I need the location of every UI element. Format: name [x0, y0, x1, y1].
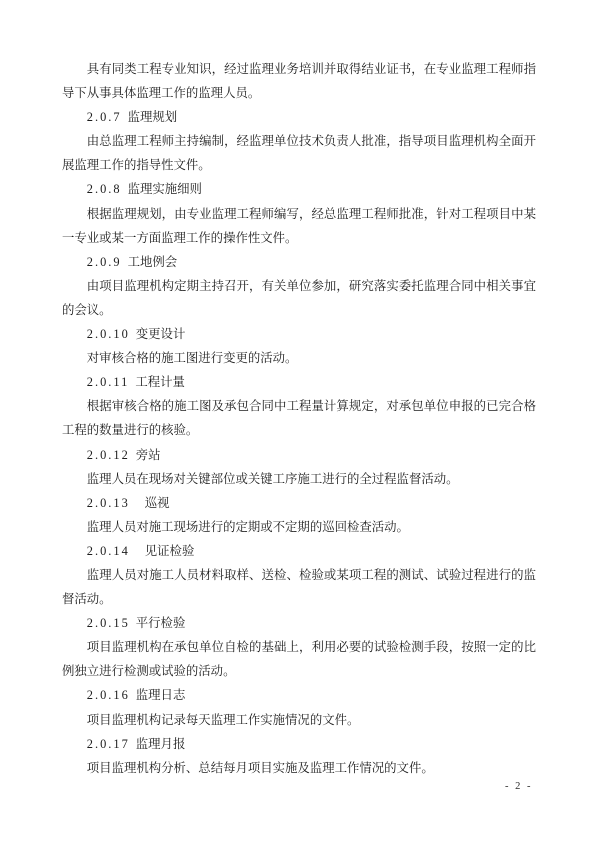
text-block	[62, 57, 536, 780]
entry-term: 监理实施细则	[127, 182, 202, 197]
entry-heading-2-0-9	[62, 250, 536, 274]
entry-definition: 根据审核合格的施工图及承包合同中工程量计算规定，对承包单位申报的已完合格工程的数量进行的核验。	[62, 399, 536, 438]
entry-definition: 项目监理机构记录每天监理工作实施情况的文件。	[86, 712, 360, 727]
entry-definition: 监理人员对施工现场进行的定期或不定期的巡回检查活动。	[86, 519, 409, 534]
entry-term: 平行检验	[135, 616, 186, 631]
entry-number: 2.0.10	[86, 327, 130, 342]
entry-definition: 监理人员在现场对关键部位或关键工序施工进行的全过程监督活动。	[86, 471, 459, 486]
entry-term: 变更设计	[135, 327, 186, 342]
entry-definition: 由项目监理机构定期主持召开，有关单位参加，研究落实委托监理合同中相关事宜的会议。	[62, 278, 536, 317]
entry-heading-2-0-15	[62, 611, 536, 635]
entry-term: 监理规划	[127, 110, 178, 125]
entry-term: 监理月报	[135, 736, 186, 751]
entry-term: 旁站	[135, 447, 161, 462]
entry-number: 2.0.14	[86, 543, 130, 558]
entry-definition: 项目监理机构分析、总结每月项目实施及监理工作情况的文件。	[86, 760, 434, 775]
entry-definition: 根据监理规划，由专业监理工程师编写，经总监理工程师批准，针对工程项目中某一专业或某一方面监理工作的操作性文件。	[62, 206, 536, 245]
entry-definition: 项目监理机构在承包单位自检的基础上，利用必要的试验检测手段，按照一定的比例独立进行检测或试验的活动。	[62, 640, 536, 679]
entry-number: 2.0.13	[86, 495, 130, 510]
entry-heading-2-0-13	[62, 491, 536, 515]
page-number: - 2 -	[505, 781, 533, 792]
entry-heading-2-0-10	[62, 322, 536, 346]
entry-term: 工程计量	[135, 375, 185, 390]
intro-paragraph: 具有同类工程专业知识，经过监理业务培训并取得结业证书，在专业监理工程师指导下从事具体监理工作的监理人员。	[62, 62, 536, 101]
entry-number: 2.0.15	[86, 616, 130, 631]
entry-definition: 监理人员对施工人员材料取样、送检、检验或某项工程的测试、试验过程进行的监督活动。	[62, 567, 536, 607]
entry-heading-2-0-17	[62, 732, 536, 756]
entry-heading-2-0-11	[62, 370, 536, 394]
entry-definition: 对审核合格的施工图进行变更的活动。	[86, 351, 298, 366]
entry-heading-2-0-12	[62, 443, 536, 467]
entry-term: 巡视	[144, 495, 170, 510]
entry-heading-2-0-16	[62, 683, 536, 707]
entry-term: 工地例会	[127, 254, 178, 269]
entry-number: 2.0.16	[86, 688, 130, 703]
entry-heading-2-0-8	[62, 177, 536, 201]
entry-heading-2-0-14	[62, 539, 536, 563]
entry-term: 见证检验	[144, 543, 195, 558]
entry-heading-2-0-7	[62, 105, 536, 129]
entry-number: 2.0.12	[86, 447, 130, 462]
entry-number: 2.0.7	[86, 110, 122, 125]
entry-definition: 由总监理工程师主持编制，经监理单位技术负责人批准，指导项目监理机构全面开展监理工作的指导性文件。	[62, 134, 536, 173]
entry-number: 2.0.11	[86, 375, 130, 390]
entry-number: 2.0.9	[86, 254, 122, 269]
entry-term: 监理日志	[135, 688, 186, 703]
entry-number: 2.0.17	[86, 736, 130, 751]
entry-number: 2.0.8	[86, 182, 122, 197]
